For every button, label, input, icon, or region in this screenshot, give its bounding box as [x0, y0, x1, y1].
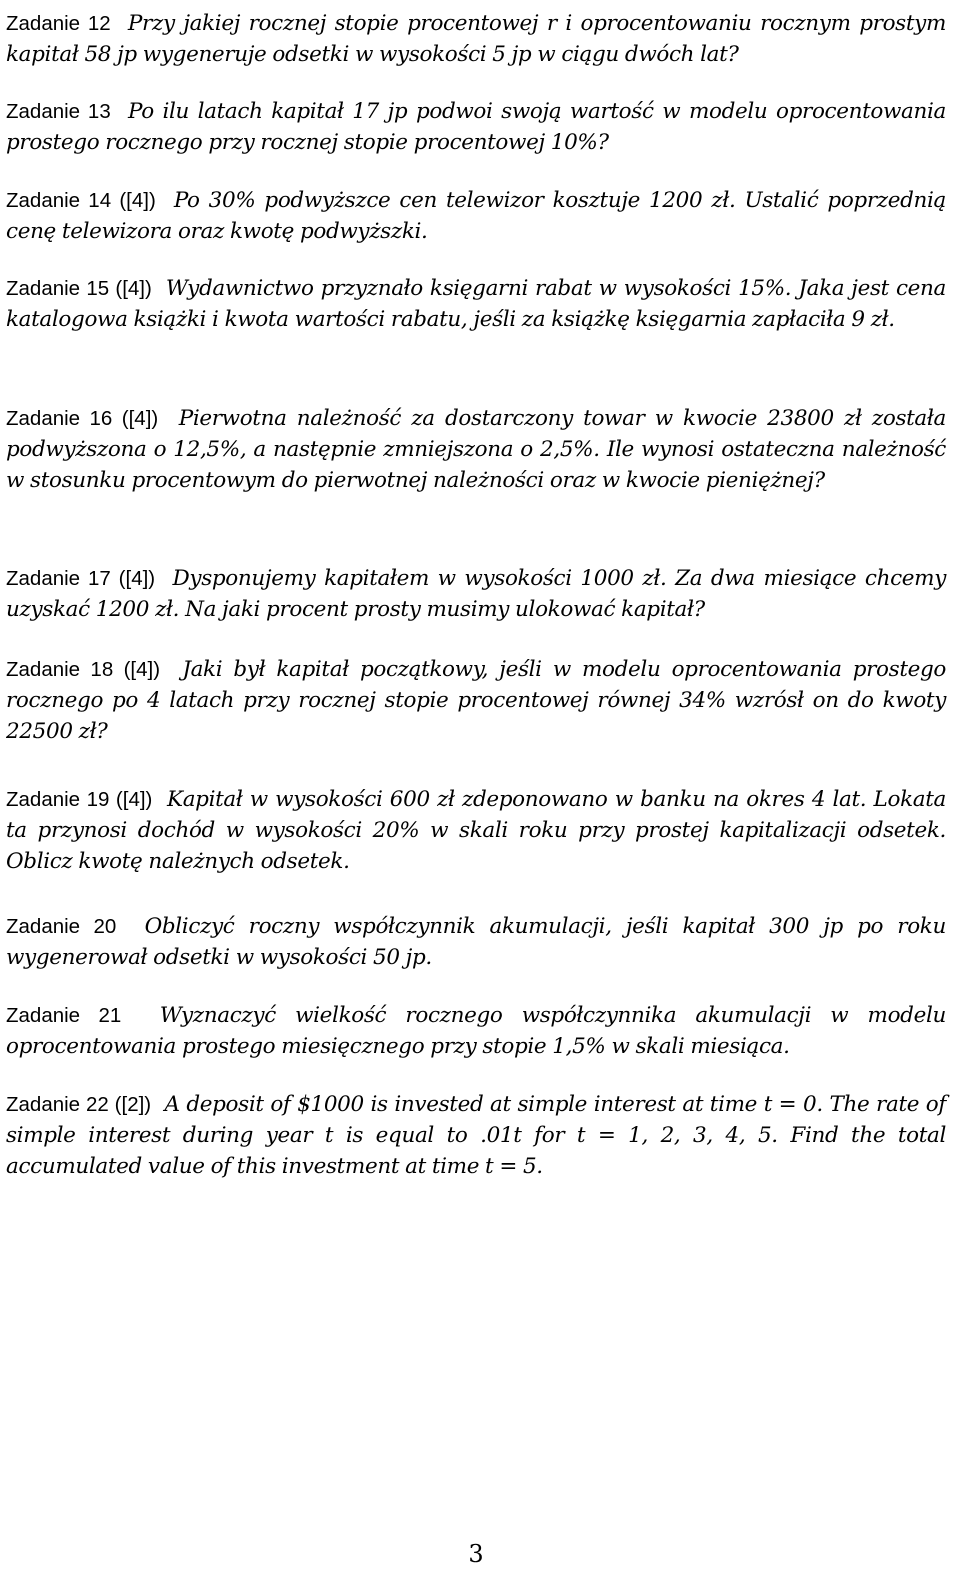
problem-text: Wydawnictwo przyznało księgarni rabat w wysokości 15%. Jaka jest cena katalogowa książki i kwota wartości rabatu, jeśli za książkę księgarnia zapłaciła 9 zł. [6, 275, 946, 332]
problem-label: Zadanie 14 ([4]) [6, 188, 156, 212]
problem-text: A deposit of $1000 is invested at simple interest at time t = 0. The rate of simple interest during year t is equal to .01t for t = 1, 2, 3, 4, 5. Find the total accumulated value of this investment at time t = 5. [6, 1091, 946, 1179]
problem-16 [6, 403, 946, 496]
problem-text: Pierwotna należność za dostarczony towar w kwocie 23800 zł została podwyższona o 12,5%, a następnie zmniejszona o 2,5%. Ile wynosi ostateczna należność w stosunku procentowym do pierwotnej należności oraz w kwocie pieniężnej? [6, 405, 946, 493]
problem-label: Zadanie 18 ([4]) [6, 657, 161, 681]
problem-label: Zadanie 12 [6, 11, 111, 35]
problem-text: Po 30% podwyższce cen telewizor kosztuje 1200 zł. Ustalić poprzednią cenę telewizora oraz kwotę podwyższki. [6, 187, 947, 244]
problem-label: Zadanie 22 ([2]) [6, 1092, 152, 1116]
problem-label: Zadanie 17 ([4]) [6, 566, 156, 590]
problem-text: Kapitał w wysokości 600 zł zdeponowano w banku na okres 4 lat. Lokata ta przynosi dochód w wysokości 20% w skali roku przy prostej kapitalizacji odsetek. Oblicz kwotę należnych odsetek. [6, 786, 946, 874]
problem-label: Zadanie 13 [6, 99, 111, 123]
problem-22 [6, 1089, 946, 1182]
problem-17 [6, 563, 946, 625]
problem-14 [6, 185, 946, 247]
problem-text: Przy jakiej rocznej stopie procentowej r i oprocentowaniu rocznym prostym kapitał 58 jp wygeneruje odsetki w wysokości 5 jp w ciągu dwóch lat? [6, 10, 946, 67]
problem-text: Obliczyć roczny współczynnik akumulacji, jeśli kapitał 300 jp po roku wygenerował odsetki w wysokości 50 jp. [6, 913, 946, 970]
problem-19 [6, 784, 946, 877]
problem-21 [6, 1000, 946, 1062]
problem-18 [6, 654, 946, 747]
problem-15 [6, 273, 946, 335]
problem-label: Zadanie 16 ([4]) [6, 406, 159, 430]
problem-13 [6, 96, 946, 158]
problem-text: Dysponujemy kapitałem w wysokości 1000 zł. Za dwa miesiące chcemy uzyskać 1200 zł. Na jaki procent prosty musimy ulokować kapitał? [6, 565, 947, 622]
problem-text: Po ilu latach kapitał 17 jp podwoi swoją wartość w modelu oprocentowania prostego rocznego przy rocznej stopie procentowej 10%? [6, 98, 947, 155]
problem-text: Jaki był kapitał początkowy, jeśli w modelu oprocentowania prostego rocznego po 4 latach przy rocznej stopie procentowej równej 34% wzrósł on do kwoty 22500 zł? [6, 656, 946, 744]
page-number: 3 [468, 1540, 484, 1568]
problem-label: Zadanie 20 [6, 914, 117, 938]
problem-text: Wyznaczyć wielkość rocznego współczynnika akumulacji w modelu oprocentowania prostego miesięcznego przy stopie 1,5% w skali miesiąca. [6, 1002, 946, 1059]
problem-label: Zadanie 19 ([4]) [6, 787, 153, 811]
problem-20 [6, 911, 946, 973]
problem-label: Zadanie 15 ([4]) [6, 276, 152, 300]
problem-label: Zadanie 21 [6, 1003, 122, 1027]
problem-12 [6, 8, 946, 70]
